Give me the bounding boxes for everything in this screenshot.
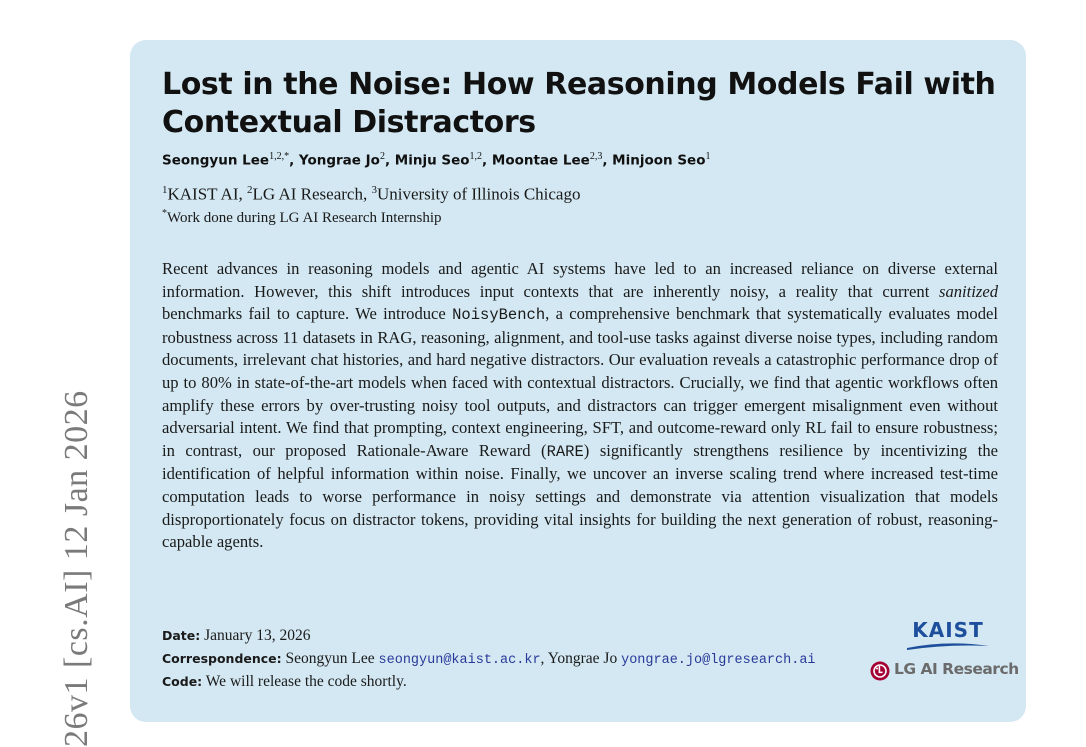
author-affil-sup: 1,2 [469,151,483,162]
code-label: Code: [162,674,203,689]
author-name: Minju Seo [394,152,470,169]
abstract [162,258,998,554]
code-line [162,673,407,691]
affil-name: LG AI Research [252,184,363,204]
method-name: RARE [546,442,584,461]
paper-header-panel [130,40,1026,722]
abstract-text: Recent advances in reasoning models and agentic AI systems have led to an increased reliance on diverse external information. However, this shift introduces input contexts that are inherently noisy, a reality that current [162,259,998,301]
affil-name: University of Illinois Chicago [376,184,581,204]
abstract-text: , a comprehensive benchmark that systematically evaluates model robustness across 11 datasets in RAG, reasoning, alignment, and tool-use tasks against diverse noise types, including random documents, irrelevant chat histories, and hard negative distractors. Our evaluation reveals a catastrophic performance drop of up to 80% in state-of-the-art models when faced with contextual distractors. Crucially, we find that agentic workflows often amplify these errors by over-trusting noisy tool outputs, and distractors can trigger emergent misalignment even without adversarial intent. We find that prompting, context engineering, SFT, and outcome-reward only RL fail to ensure robustness; in contrast, our proposed Rationale-Aware Reward ( [162,304,999,460]
lg-face-icon [870,661,890,681]
author-list: Seongyun Lee$^{1,2,*}$, Yongrae Jo$^2$, Minju Seo$^{1,2}$, Moontae Lee$^{2,3}$, Minjoon Seo$^1$ [162,151,711,169]
separator: , [540,650,545,667]
kaist-logo [903,618,993,652]
kaist-logo-text: KAIST [912,618,984,642]
author-affil-sup: 2,3 [589,151,603,162]
affiliations: $^1$KAIST AI, $^2$LG AI Research, $^3$University of Illinois Chicago [162,184,581,204]
author-name: Minjoon Seo [612,152,706,169]
kaist-swoosh-icon [907,642,989,650]
author-affil-sup: 1,2,* [269,151,290,162]
author-affil-sup: 1 [705,151,711,162]
date-value: January 13, 2026 [204,627,311,644]
arxiv-side-stamp [0,0,120,747]
author-affil-sup: 2 [379,151,385,162]
email-link[interactable]: yongrae.jo@lgresearch.ai [621,653,816,668]
email-link[interactable]: seongyun@kaist.ac.kr [378,653,541,668]
arxiv-stamp-text: 26v1 [cs.AI] 12 Jan 2026 [58,390,95,747]
correspondence-line [162,650,816,668]
lg-logo-text: LG AI Research [894,660,1019,678]
affil-name: KAIST AI [167,184,239,204]
abstract-text: benchmarks fail to capture. We introduce [162,304,453,324]
correspondence-name: Yongrae Jo [547,650,618,667]
footnote [162,208,442,227]
benchmark-name: NoisyBench [452,306,546,325]
correspondence-label: Correspondence: [162,651,282,666]
code-value: We will release the code shortly. [205,673,407,690]
affil-sup: 2 [247,184,253,196]
abstract-emphasis: sanitized [938,281,998,301]
date-label: Date: [162,628,201,643]
author-name: Yongrae Jo [298,152,380,169]
date-line [162,627,310,645]
affil-sup: 3 [371,184,377,196]
correspondence-name: Seongyun Lee [285,650,375,667]
abstract-text: ) significantly strengthens resilience by incentivizing the identification of helpful information within noise. Finally, we uncover an inverse scaling trend where increased test-time computation leads to worse performance in noisy settings and demonstrate via attention visualization that models disproportionately focus on distractor tokens, providing vital insights for building the next generation of robust, reasoning-capable agents. [162,440,998,552]
author-name: Seongyun Lee [162,152,270,169]
paper-title: Lost in the Noise: How Reasoning Models Fail with Contextual Distractors [162,67,996,140]
footnote-mark: * [162,208,167,219]
affil-sup: 1 [162,184,168,196]
footnote-text: Work done during LG AI Research Internship [167,210,442,226]
author-name: Moontae Lee [491,152,590,169]
